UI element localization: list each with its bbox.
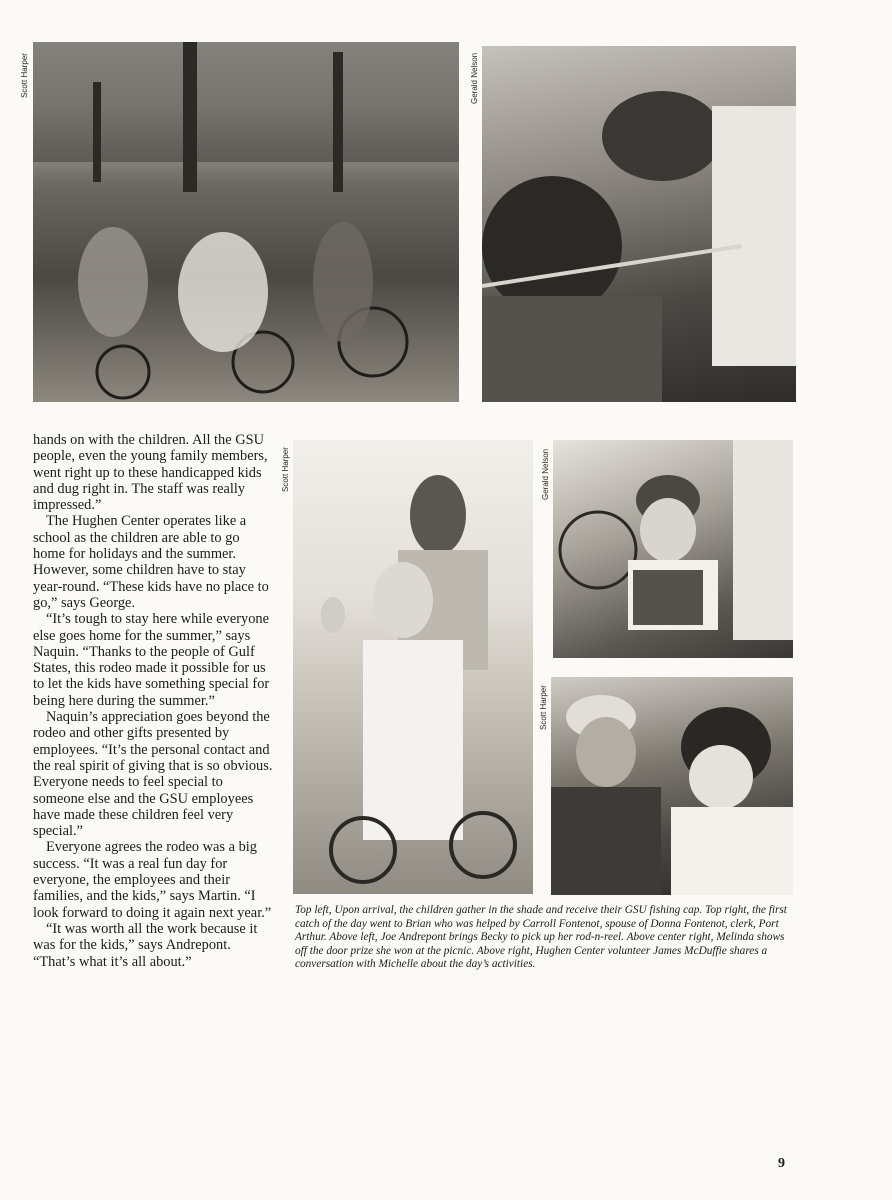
photo-credit-mid-right: Gerald Nelson (541, 448, 550, 500)
page-number: 9 (778, 1156, 785, 1171)
photo-credit-top-left: Scott Harper (20, 53, 29, 98)
article-body (33, 432, 273, 970)
article-paragraph: The Hughen Center operates like a school as the children are able to go home for holidays and the summer. However, some children have to stay year-round. “These kids have no place to go,” says George. (33, 513, 269, 611)
photo-credit-center: Scott Harper (281, 447, 290, 492)
photo-caption: Top left, Upon arrival, the children gather in the shade and receive their GSU fishing cap. Top right, the first catch of the day went to Brian who was helped by Carroll Fontenot, spouse of Donna Fontenot, clerk, Port Arthur. Above left, Joe Andrepont brings Becky to pick up her rod-n-reel. Above center right, Melinda shows off the door prize she won at the picnic. Above right, Hughen Center volunteer James McDuffie shares a conversation with Michelle about the day’s activities. (295, 904, 787, 971)
article-paragraph: “It’s tough to stay here while everyone else goes home for the summer,” says Naquin. “Thanks to the people of Gulf States, this rodeo made it possible for us to let the kids have something special for being here during the summer.” (33, 611, 270, 709)
photo-credit-top-right: Gerald Nelson (470, 52, 479, 104)
photo-credit-bottom-right: Scott Harper (539, 685, 548, 730)
article-paragraph: hands on with the children. All the GSU people, even the young family members, went right up to these handicapped kids and dug right in. The staff was really impressed.” (33, 432, 268, 514)
photo-top-right (482, 46, 796, 402)
photo-center (293, 440, 533, 894)
photo-bottom-right (551, 677, 793, 895)
photo-mid-right (553, 440, 793, 658)
article-paragraph: Everyone agrees the rodeo was a big success. “It was a real fun day for everyone, the employees and their families, and the kids,” says Martin. “I look forward to doing it again next year.” (33, 839, 272, 921)
photo-top-left (33, 42, 459, 402)
article-paragraph: Naquin’s appreciation goes beyond the rodeo and other gifts presented by employees. “It’s the personal contact and the real spirit of giving that is so obvious. Everyone needs to feel special to someone else and the GSU employees have made these children feel very special.” (33, 709, 273, 840)
article-paragraph: “It was worth all the work because it was for the kids,” says Andrepont. “That’s what it’s all about.” (33, 920, 258, 970)
